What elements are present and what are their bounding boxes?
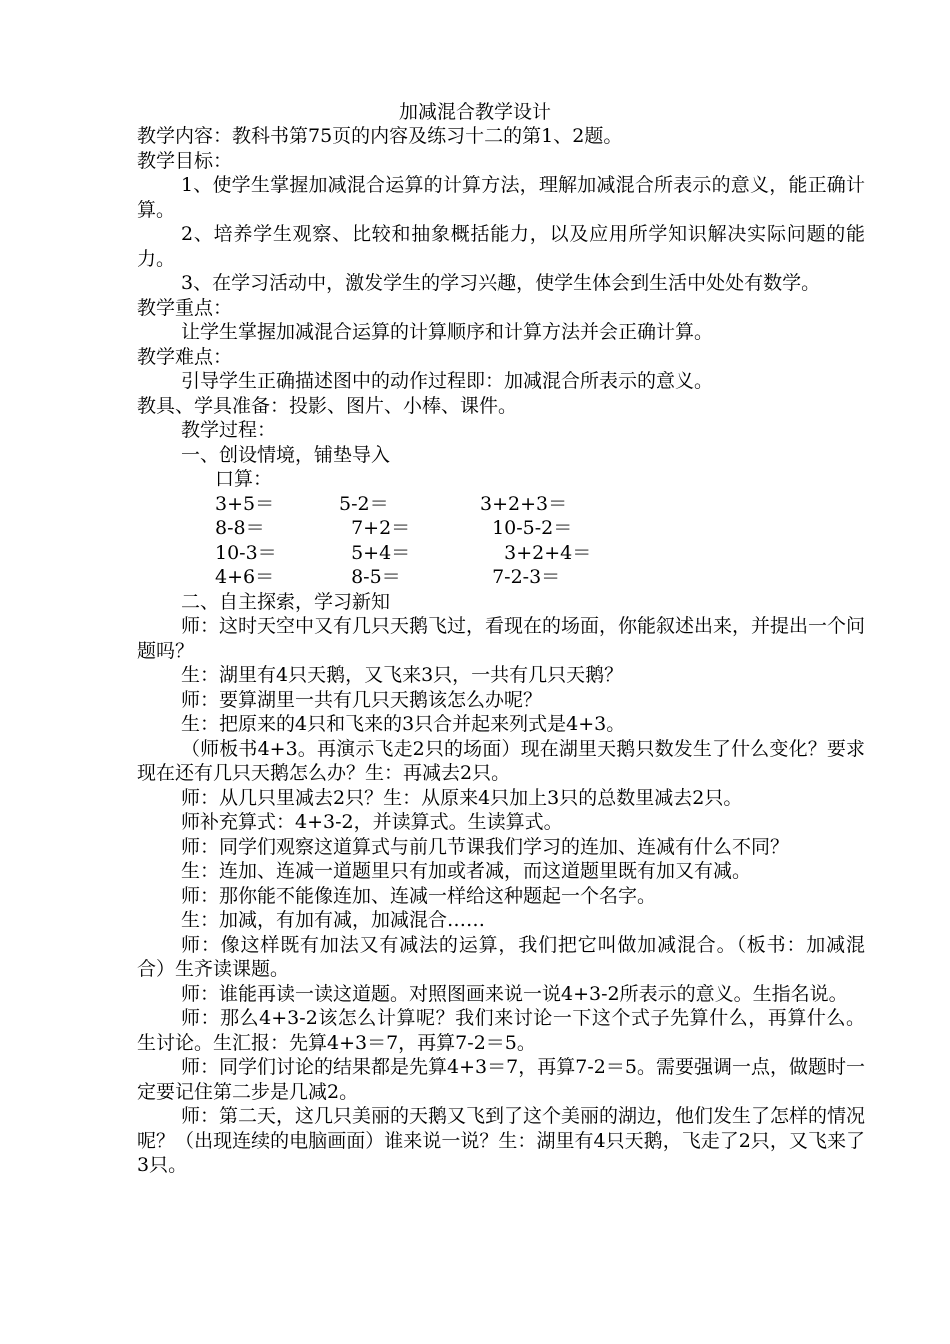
dialogue-line: 师：同学们观察这道算式与前几节课我们学习的连加、连减有什么不同？ [181,835,790,858]
dialogue-line: 师：谁能再读一读这道题。对照图画来说一说4+3-2所表示的意义。生指名说。 [181,982,848,1005]
dialogue-line: 生：连加、连减一道题里只有加或者减，而这道题里既有加又有减。 [181,860,752,882]
key-point-heading: 教学重点： [137,296,233,319]
dialogue-line: 师：像这样既有加法又有减法的运算，我们把它叫做加减混合。（板书：加减混合）生齐读课题。 [137,933,865,980]
dialogue-line: 师：第二天，这几只美丽的天鹅又飞到了这个美丽的湖边，他们发生了怎样的情况呢？（出现连续的电脑画面）谁来说一说？生：湖里有4只天鹅，飞走了2只，又飞来了3只。 [137,1105,866,1176]
calc-item: 10-5-2＝ [480,517,573,539]
dialogue-line: 师补充算式：4+3-2，并读算式。生读算式。 [181,811,563,833]
calc-item: 7-2-3＝ [480,566,561,588]
dialogue-line: 师：那你能不能像连加、连减一样给这种题起一个名字。 [181,884,657,907]
section-heading-2: 二、自主探索，学习新知 [181,590,391,613]
calc-item: 4+6＝ [215,566,275,588]
difficulty-heading: 教学难点： [137,345,233,368]
dialogue-line: 生：加减，有加有减，加减混合…… [181,909,486,931]
calc-item: 5+4＝ [339,541,411,564]
dialogue-line: （师板书4+3。再演示飞走2只的场面）现在湖里天鹅只数发生了什么变化？要求现在还有几只天鹅怎么办？生：再减去2只。 [137,737,865,784]
teaching-content: 教学内容：教科书第75页的内容及练习十二的第1、2题。 [137,125,623,147]
goals-heading: 教学目标： [137,149,233,172]
oral-calc-row [137,541,865,566]
oral-calc-label: 口算： [215,468,273,490]
calc-item: 3+5＝ [215,492,275,515]
dialogue-line: 师：要算湖里一共有几只天鹅该怎么办呢？ [181,688,543,711]
dialogue-line: 师：那么4+3-2该怎么计算呢？我们来讨论一下这个式子先算什么，再算什么。生讨论。生汇报：先算4+3＝7，再算7-2＝5。 [137,1007,865,1054]
calc-item: 5-2＝ [339,492,389,515]
dialogue-line: 生：把原来的4只和飞来的3只合并起来列式是4+3。 [181,713,626,735]
dialogue-line: 师：从几只里减去2只？生：从原来4只加上3只的总数里减去2只。 [181,786,743,809]
tools-line: 教具、学具准备：投影、图片、小棒、课件。 [137,394,518,417]
section-heading-1: 一、创设情境，铺垫导入 [181,443,391,466]
difficulty-text: 引导学生正确描述图中的动作过程即：加减混合所表示的意义。 [181,370,714,392]
process-heading: 教学过程： [181,419,277,441]
dialogue-line: 生：湖里有4只天鹅，又飞来3只，一共有几只天鹅？ [181,664,624,686]
oral-calc-row [137,516,865,541]
document-body [137,124,865,1178]
calc-item: 3+2+3＝ [480,492,568,515]
oral-calc-row [137,565,865,590]
calc-item: 8-5＝ [339,566,401,588]
goal-item: 3、在学习活动中，激发学生的学习兴趣，使学生体会到生活中处处有数学。 [181,272,821,294]
key-point-text: 让学生掌握加减混合运算的计算顺序和计算方法并会正确计算。 [181,321,714,343]
calc-item: 3+2+4＝ [480,541,592,564]
oral-calc-row [137,492,865,517]
dialogue-line: 师：这时天空中又有几只天鹅飞过，看现在的场面，你能叙述出来，并提出一个问题吗？ [137,615,866,662]
dialogue-line: 师：同学们讨论的结果都是先算4+3＝7，再算7-2＝5。需要强调一点，做题时一定要记住第二步是几减2。 [137,1056,865,1103]
goal-item: 2、培养学生观察、比较和抽象概括能力，以及应用所学知识解决实际问题的能力。 [137,223,865,270]
calc-item: 7+2＝ [339,517,411,539]
calc-item: 8-8＝ [215,517,265,539]
goal-item: 1、使学生掌握加减混合运算的计算方法，理解加减混合所表示的意义，能正确计算。 [137,174,865,221]
page-title: 加减混合教学设计 [398,101,551,123]
calc-item: 10-3＝ [215,541,277,564]
